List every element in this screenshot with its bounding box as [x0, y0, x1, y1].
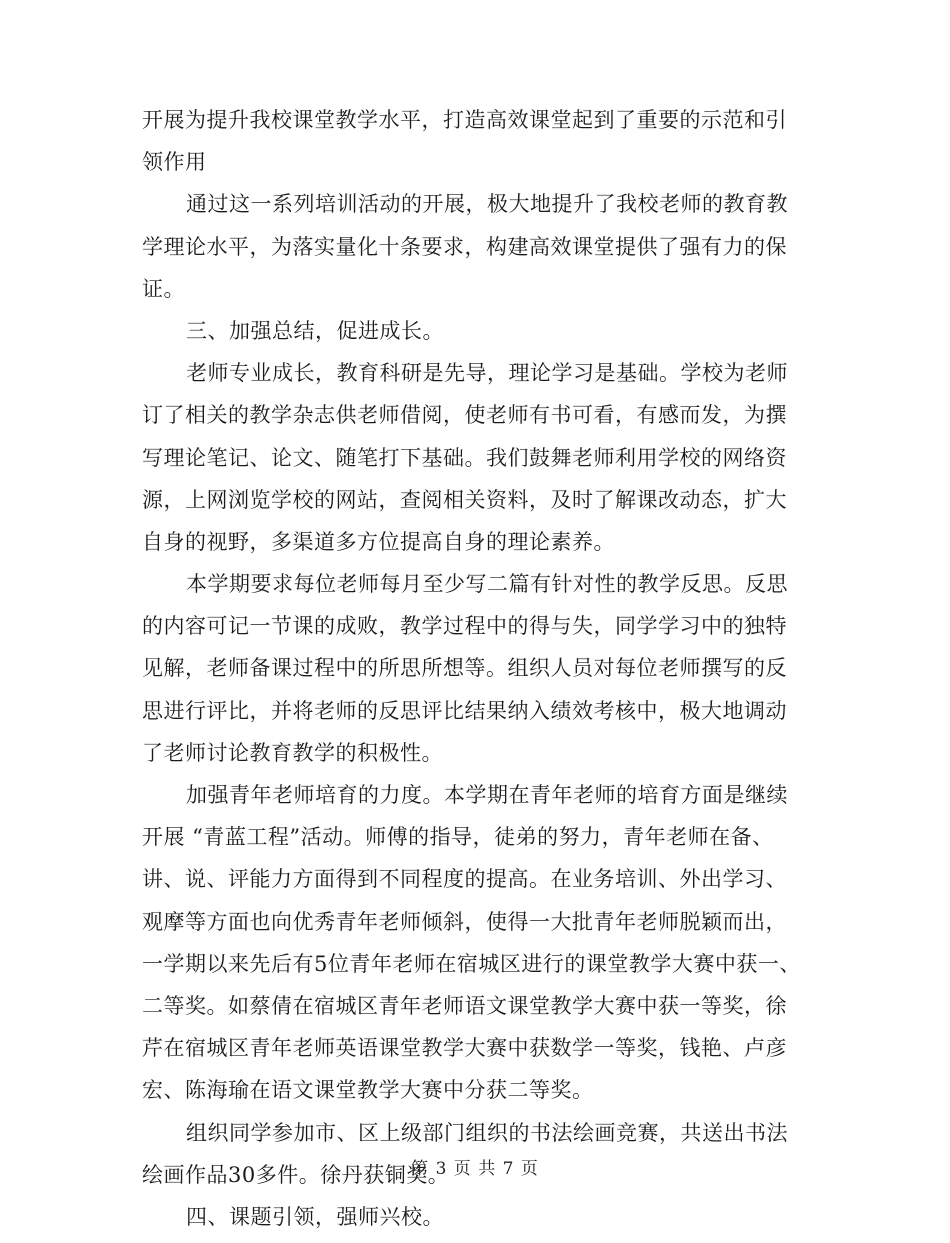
text-line: 自身的视野，多渠道多方位提高自身的理论素养。 — [142, 529, 615, 554]
paragraph-start-line: 组织同学参加市、区上级部门组织的书法绘画竞赛，共送出书法 — [186, 1120, 788, 1145]
text-line: 领作用 — [142, 150, 207, 175]
text-line: 二等奖。如蔡倩在宿城区青年老师语文课堂教学大赛中获一等奖，徐 — [142, 993, 787, 1018]
text-line: 观摩等方面也向优秀青年老师倾斜，使得一大批青年老师脱颖而出， — [142, 909, 787, 934]
text-line: 学理论水平，为落实量化十条要求，构建高效课堂提供了强有力的保 — [142, 234, 787, 259]
text-line: 了老师讨论教育教学的积极性。 — [142, 740, 443, 765]
text-line: 源，上网浏览学校的网站，查阅相关资料，及时了解课改动态，扩大 — [142, 487, 787, 512]
text-line: 见解，老师备课过程中的所思所想等。组织人员对每位老师撰写的反 — [142, 656, 787, 681]
text-line: 芹在宿城区青年老师英语课堂教学大赛中获数学一等奖，钱艳、卢彦 — [142, 1036, 787, 1061]
text-line: 讲、说、评能力方面得到不同程度的提高。在业务培训、外出学习、 — [142, 867, 787, 892]
text-line: 订了相关的教学杂志供老师借阅，使老师有书可看，有感而发，为撰 — [142, 403, 787, 428]
text-line: 思进行评比，并将老师的反思评比结果纳入绩效考核中，极大地调动 — [142, 698, 787, 723]
document-body — [142, 104, 802, 1243]
text-line: 开展为提升我校课堂教学水平，打造高效课堂起到了重要的示范和引 — [142, 108, 787, 132]
text-line: 证。 — [142, 276, 185, 301]
paragraph-start-line: 老师专业成长，教育科研是先导，理论学习是基础。学校为老师 — [186, 361, 788, 386]
paragraph-start-line: 本学期要求每位老师每月至少写二篇有针对性的教学反思。反思 — [186, 572, 788, 597]
section-heading: 三、加强总结，促进成长。 — [186, 318, 444, 343]
section-heading: 四、课题引领，强师兴校。 — [186, 1204, 444, 1229]
text-line: 的内容可记一节课的成败，教学过程中的得与失，同学学习中的独特 — [142, 614, 787, 639]
text-line: 开展 “青蓝工程”活动。师傅的指导，徒弟的努力，青年老师在备、 — [142, 825, 774, 850]
text-line: 绘画作品30多件。徐丹获铜奖。 — [142, 1162, 450, 1187]
page-number-footer: 第 3 页 共 7 页 — [411, 1159, 539, 1179]
text-line: 写理论笔记、论文、随笔打下基础。我们鼓舞老师利用学校的网络资 — [142, 445, 787, 470]
text-line: 一学期以来先后有5位青年老师在宿城区进行的课堂教学大赛中获一、 — [142, 951, 801, 976]
paragraph-start-line: 通过这一系列培训活动的开展，极大地提升了我校老师的教育教 — [186, 192, 788, 217]
text-line: 宏、陈海瑜在语文课堂教学大赛中分获二等奖。 — [142, 1078, 594, 1103]
paragraph-start-line: 加强青年老师培育的力度。本学期在青年老师的培育方面是继续 — [186, 783, 788, 807]
